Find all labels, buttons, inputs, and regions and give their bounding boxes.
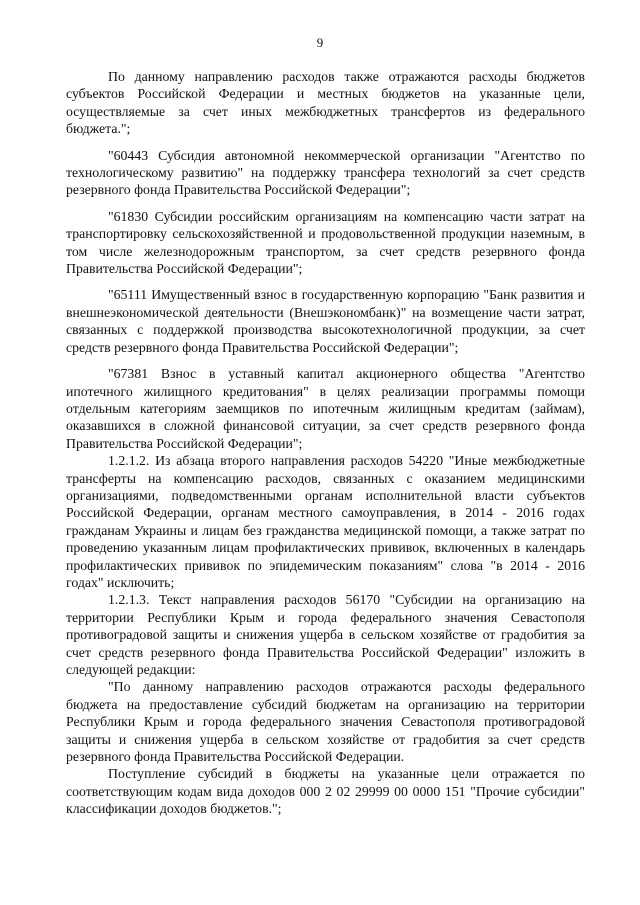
page-number: 9 [316, 35, 324, 50]
paragraph-9: Поступление субсидий в бюджеты на указанные цели отражается по соответствующим кодам вида доходов 000 2 02 29999 00 0000 151 "Прочие субсидии" классификации доходов бюджетов."; [66, 766, 585, 817]
paragraph-5: "67381 Взнос в уставный капитал акционерного общества "Агентство ипотечного жилищного кредитования" в целях реализации программы помощи отдельным категориям заемщиков по ипотечным жилищным кредитам (займам), оказавшихся в сложной финансовой ситуации, за счет средств резервного фонда Правительства Российской Федерации"; [66, 366, 585, 451]
paragraph-1: По данному направлению расходов также отражаются расходы бюджетов субъектов Российской Федерации и местных бюджетов на указанные цели, осуществляемые за счет иных межбюджетных трансфертов из федерального бюджета."; [66, 69, 585, 137]
paragraph-7: 1.2.1.3. Текст направления расходов 56170 "Субсидии на организацию на территории Республики Крым и города федерального значения Севастополя противоградовой защиты и снижения ущерба в сельском хозяйстве от градобития за счет средств резервного фонда Правительства Российской Федерации" изложить в следующей редакции: [66, 592, 585, 677]
paragraph-4: "65111 Имущественный взнос в государственную корпорацию "Банк развития и внешнеэкономической деятельности (Внешэкономбанк)" на возмещение части затрат, связанных с поддержкой производства высокотехнологичной продукции, за счет средств резервного фонда Правительства Российской Федерации"; [66, 287, 585, 355]
paragraph-3: "61830 Субсидии российским организациям на компенсацию части затрат на транспортировку сельскохозяйственной и продовольственной продукции наземным, в том числе железнодорожным транспортом, за счет средств резервного фонда Правительства Российской Федерации"; [66, 208, 585, 277]
document-body [66, 68, 585, 818]
paragraph-2: "60443 Субсидия автономной некоммерческой организации "Агентство по технологическому развитию" на поддержку трансфера технологий за счет средств резервного фонда Правительства Российской Федерации"; [66, 147, 585, 198]
paragraph-8: "По данному направлению расходов отражаются расходы федерального бюджета на предоставление субсидий бюджетам на организацию на территории Республики Крым и города федерального значения Севастополя противоградовой защиты и снижения ущерба в сельском хозяйстве от градобития за счет средств резервного фонда Правительства Российской Федерации. [66, 679, 585, 765]
paragraph-6: 1.2.1.2. Из абзаца второго направления расходов 54220 "Иные межбюджетные трансферты на компенсацию расходов, связанных с оказанием медицинскими организациями, подведомственными органам исполнительной власти субъектов Российской Федерации, органам местного самоуправления, в 2014 - 2016 годах гражданам Украины и лицам без гражданства медицинской помощи, а также затрат по проведению указанным лицам профилактических прививок, включенных в календарь профилактических прививок по эпидемическим показаниям" слова "в 2014 - 2016 годах" исключить; [66, 453, 585, 590]
